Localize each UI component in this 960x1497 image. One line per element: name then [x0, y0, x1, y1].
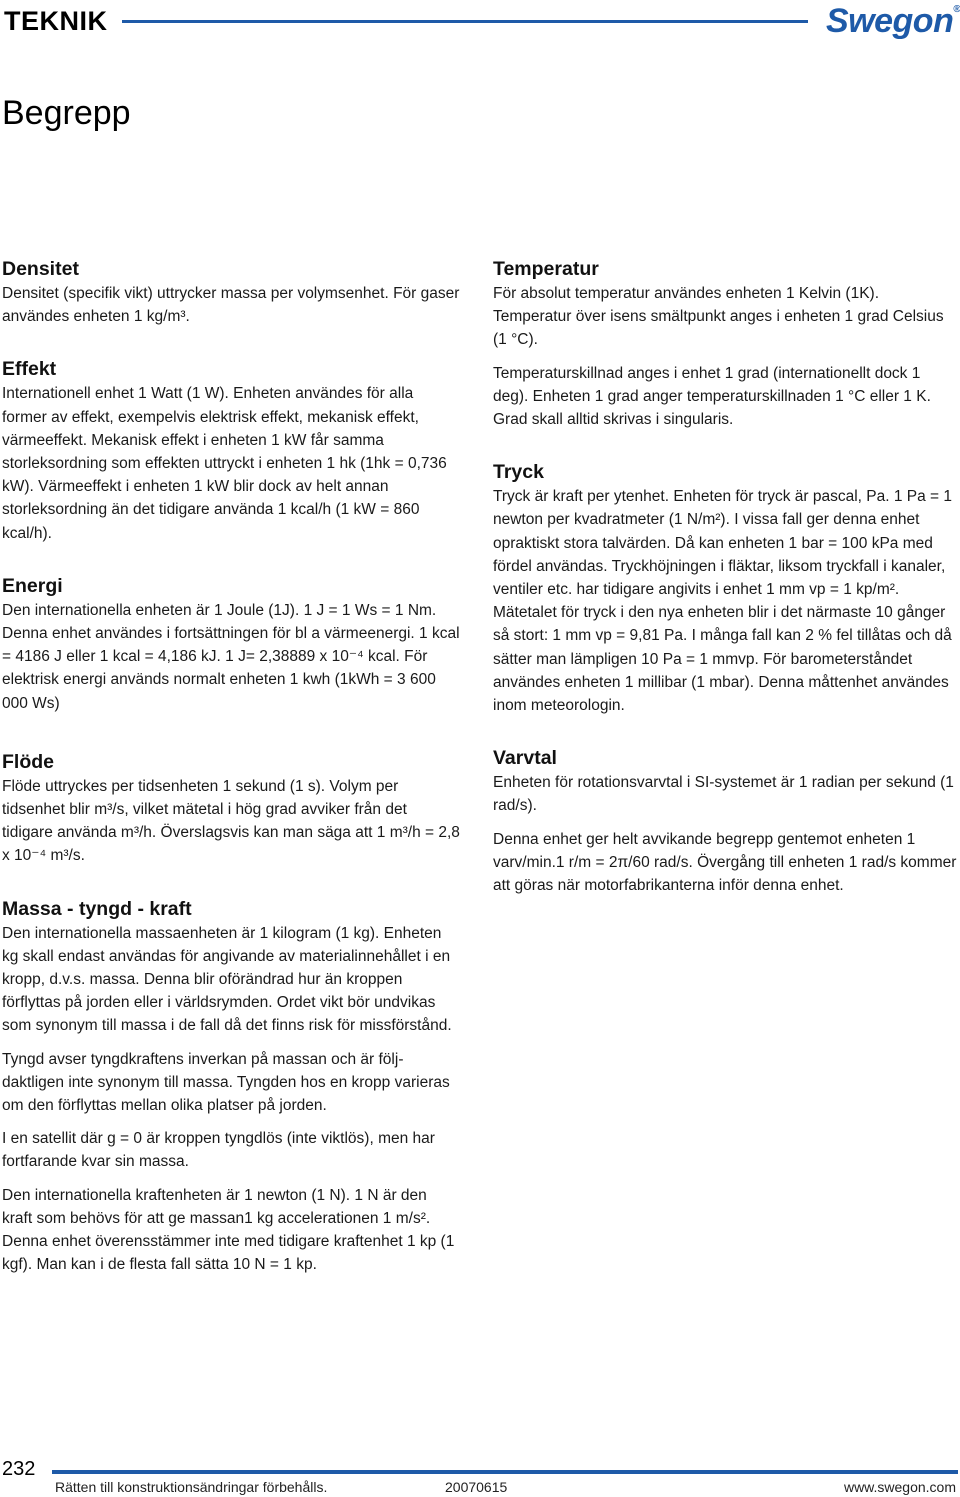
- section-paragraph: Den internationella enheten är 1 Joule (1J). 1 J = 1 Ws = 1 Nm. Denna enhet användes i fortsättningen för bl a värmeenergi. 1 kcal = 4186 J eller 1 kcal = 4,186 kJ. 1 J= 2,38889 x 10⁻⁴ kcal. För elektrisk energi används normalt enheten 1 kwh (1kWh = 3 600 000 Ws): [2, 601, 460, 712]
- section-massa-tyngd-kraft: [2, 896, 460, 1277]
- section-paragraph: Densitet (specifik vikt) uttrycker massa per volymsenhet. För gaser användes enheten 1 kg/m³.: [2, 285, 460, 326]
- section-paragraph: Den internationella massaenheten är 1 kilogram (1 kg). Enheten kg skall endast användas för angivande av materialinnehållet i en kropp, d.v.s. massa. Denna blir oförändrad hur än kroppen förflyttas på jorden eller i världsrymden. Ordet vikt bör undvikas som synonym till massa i de fall då det finns risk för missförstånd.: [2, 924, 452, 1035]
- section-varvtal: [493, 745, 958, 897]
- section-paragraph: Temperaturskillnad anges i enhet 1 grad (internationellt dock 1 deg). Enheten 1 grad anger temperaturskillnaden 1 °C eller 1 K. Grad skall alltid skrivas i singularis.: [493, 364, 931, 429]
- section-heading: Massa - tyngd - kraft: [2, 897, 192, 920]
- swegon-logo: [826, 2, 960, 41]
- section-heading: Densitet: [2, 258, 79, 280]
- left-column: [2, 256, 460, 1277]
- section-paragraph: Den internationella kraftenheten är 1 newton (1 N). 1 N är den kraft som behövs för att ge massan1 kg accelerationen 1 m/s². Denna enhet överensstämmer inte med tidigare kraftenhet 1 kp (1 kgf). Man kan i de flesta fall sätta 10 N = 1 kp.: [2, 1186, 455, 1274]
- section-heading: Temperatur: [493, 258, 599, 280]
- section-temperatur: [493, 256, 958, 431]
- section-heading: Flöde: [2, 750, 54, 773]
- brand-name: Swegon: [826, 2, 954, 40]
- section-tryck: [493, 459, 958, 717]
- section-paragraph: Enheten för rotationsvarvtal i SI-systemet är 1 radian per sekund (1 rad/s).: [493, 774, 954, 815]
- footer-date-code: 20070615: [445, 1479, 508, 1495]
- header-divider: [122, 20, 808, 23]
- page-title: Begrepp: [2, 94, 131, 132]
- section-paragraph: Denna enhet ger helt avvikande begrepp gentemot enheten 1 varv/min.1 r/m = 2π/60 rad/s. Övergång till enheten 1 rad/s kommer att göras när motorfabrikanterna inför denna enhet.: [493, 830, 957, 895]
- section-paragraph: Internationell enhet 1 Watt (1 W). Enheten användes för alla former av effekt, exempelvis elektrisk effekt, mekanisk effekt, värmeeffekt. Mekanisk effekt i enheten 1 kW får samma storleksordning som effekten uttryckt i enheten 1 hk (1hk = 0,736 kW). Värmeeffekt i enheten 1 kW blir dock av helt annan storleksordning än det tidigare använda 1 kcal/h (1 kW = 860 kcal/h).: [2, 385, 447, 542]
- section-densitet: [2, 256, 460, 328]
- registered-mark: ®: [953, 4, 960, 15]
- section-heading: Tryck: [493, 461, 544, 484]
- section-heading: Varvtal: [493, 747, 557, 770]
- section-heading: Energi: [2, 574, 63, 597]
- section-label: TEKNIK: [4, 6, 108, 36]
- page-number: 232: [2, 1458, 36, 1480]
- section-heading: Effekt: [2, 358, 57, 381]
- section-paragraph: Tryck är kraft per ytenhet. Enheten för tryck är pascal, Pa. 1 Pa = 1 newton per kvadratmeter (1 N/m²). I vissa fall ger denna enhet opraktiskt stora talvärden. Då kan enheten 1 bar = 100 kPa med fördel användas. Tryckhöjningen i fläktar, liksom tryckfall i kanaler, ventiler etc. har tidigare angivits i enhet 1 mm vp = 1 kp/m². Mätetalet för tryck i den nya enheten blir i det närmaste 10 gånger så stort: 1 mm vp = 9,81 Pa. I många fall kan 2 % fel tillåtas och då sätter man lämpligen 10 Pa = 1 mmvp. För barometerståndet användes enheten 1 millibar (1 mbar). Denna måttenhet användes inom meteorologin.: [493, 488, 953, 715]
- section-paragraph: I en satellit där g = 0 är kroppen tyngdlös (inte viktlös), men har fortfarande kvar sin massa.: [2, 1130, 435, 1171]
- right-column: [493, 256, 958, 897]
- website-link[interactable]: www.swegon.com: [843, 1479, 956, 1495]
- section-paragraph: Flöde uttryckes per tidsenheten 1 sekund (1 s). Volym per tidsenhet blir m³/s, vilket mätetal i hög grad avviker från det tidigare använda m³/h. Överslagsvis kan man säga att 1 m³/h = 2,8 x 10⁻⁴ m³/s.: [2, 777, 460, 865]
- footer-divider: [52, 1470, 958, 1474]
- section-paragraph: För absolut temperatur användes enheten 1 Kelvin (1K). Temperatur över isens smältpunkt anges i enheten 1 grad Celsius (1 °C).: [493, 285, 944, 349]
- section-flode: [2, 749, 460, 868]
- section-energi: [2, 573, 460, 715]
- footer-notice: Rätten till konstruktionsändringar förbehålls.: [55, 1479, 328, 1495]
- section-effekt: [2, 356, 460, 544]
- section-paragraph: Tyngd avser tyngdkraftens inverkan på massan och är följdaktligen inte synonym till massa. Tyngden hos en kropp varieras om den förflyttas mellan olika platser på jorden.: [2, 1050, 450, 1115]
